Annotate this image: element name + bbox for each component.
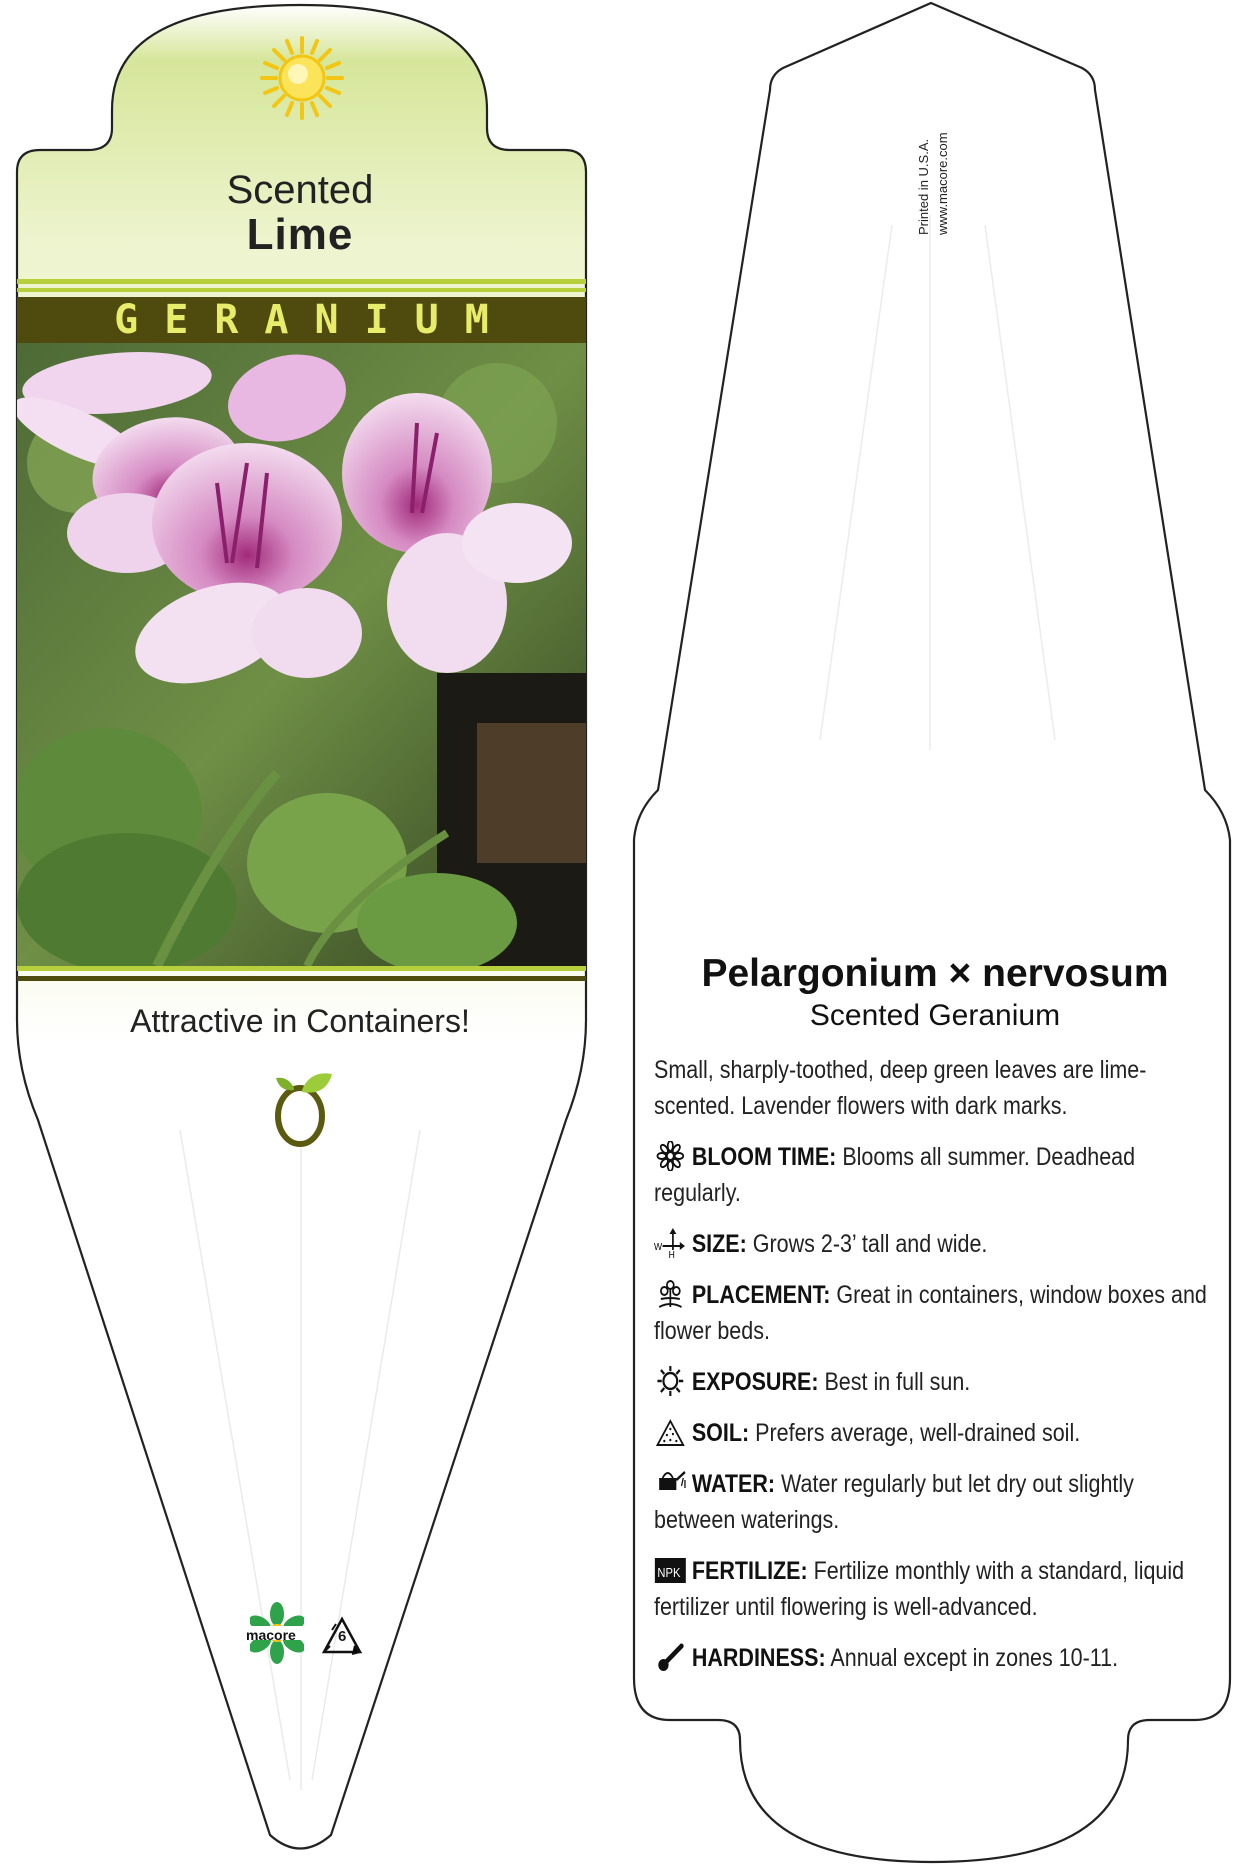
size-h: H bbox=[668, 1249, 675, 1258]
watering-can-icon bbox=[654, 1468, 687, 1498]
genus-band: GERANIUM bbox=[17, 297, 586, 343]
printed-in-usa bbox=[906, 95, 956, 245]
placement-label: PLACEMENT: bbox=[691, 1281, 831, 1309]
sprout-leaf-icon bbox=[268, 1068, 336, 1148]
hardiness-label: HARDINESS: bbox=[691, 1644, 826, 1672]
macore-logo-text: macore bbox=[246, 1627, 296, 1643]
npk-text: NPK bbox=[657, 1565, 681, 1581]
recycle-number: 6 bbox=[338, 1628, 347, 1645]
latin-name: Pelargonium × nervosum bbox=[701, 952, 1169, 995]
water-text: Water regularly but let dry out slightly between waterings. bbox=[654, 1470, 1134, 1534]
front-title-variety: Lime bbox=[246, 210, 354, 259]
fertilize-label: FERTILIZE: bbox=[691, 1557, 808, 1585]
sun-icon bbox=[260, 36, 344, 120]
printed-line-1: Printed in U.S.A. bbox=[916, 138, 931, 235]
top-rule bbox=[17, 279, 586, 284]
hardiness-text: Annual except in zones 10-11. bbox=[825, 1644, 1119, 1672]
exposure-text: Best in full sun. bbox=[818, 1368, 971, 1396]
detail-exposure bbox=[654, 1364, 1210, 1400]
placement-text: Great in containers, window boxes and flower beds. bbox=[654, 1281, 1207, 1345]
soil-pile-icon bbox=[654, 1417, 687, 1447]
care-info bbox=[654, 1052, 1210, 1691]
exposure-label: EXPOSURE: bbox=[691, 1368, 819, 1396]
detail-bloom-time bbox=[654, 1139, 1210, 1211]
fertilize-text: Fertilize monthly with a standard, liquid fertilizer until flowering is well-advanced. bbox=[654, 1557, 1185, 1621]
tagline: Attractive in Containers! bbox=[130, 1003, 470, 1039]
bloom-time-label: BLOOM TIME: bbox=[691, 1143, 837, 1171]
npk-fertilizer-icon bbox=[654, 1555, 687, 1585]
geranium-photo bbox=[17, 343, 586, 966]
bottom-rule bbox=[17, 966, 586, 971]
detail-hardiness bbox=[654, 1640, 1210, 1676]
detail-soil bbox=[654, 1415, 1210, 1451]
detail-fertilize bbox=[654, 1553, 1210, 1625]
detail-water bbox=[654, 1466, 1210, 1538]
plant-placement-icon bbox=[654, 1279, 687, 1309]
sun-exposure-icon bbox=[654, 1366, 687, 1396]
size-text: Grows 2-3’ tall and wide. bbox=[746, 1230, 988, 1258]
soil-text: Prefers average, well-drained soil. bbox=[749, 1419, 1081, 1447]
soil-label: SOIL: bbox=[691, 1419, 750, 1447]
flower-icon bbox=[654, 1141, 687, 1171]
size-w: W bbox=[654, 1241, 663, 1253]
detail-placement bbox=[654, 1277, 1210, 1349]
front-title-scented: Scented bbox=[226, 168, 374, 212]
size-arrows-icon bbox=[654, 1228, 687, 1258]
bloom-time-text: Blooms all summer. Deadhead regularly. bbox=[654, 1143, 1136, 1207]
common-name: Scented Geranium bbox=[809, 999, 1061, 1032]
description: Small, sharply-toothed, deep green leaves are lime-scented. Lavender flowers with dark marks. bbox=[654, 1056, 1147, 1120]
printed-line-2: www.macore.com bbox=[935, 132, 950, 235]
size-label: SIZE: bbox=[691, 1230, 747, 1258]
detail-size bbox=[654, 1226, 1210, 1262]
water-label: WATER: bbox=[691, 1470, 776, 1498]
thermometer-icon bbox=[654, 1642, 687, 1672]
